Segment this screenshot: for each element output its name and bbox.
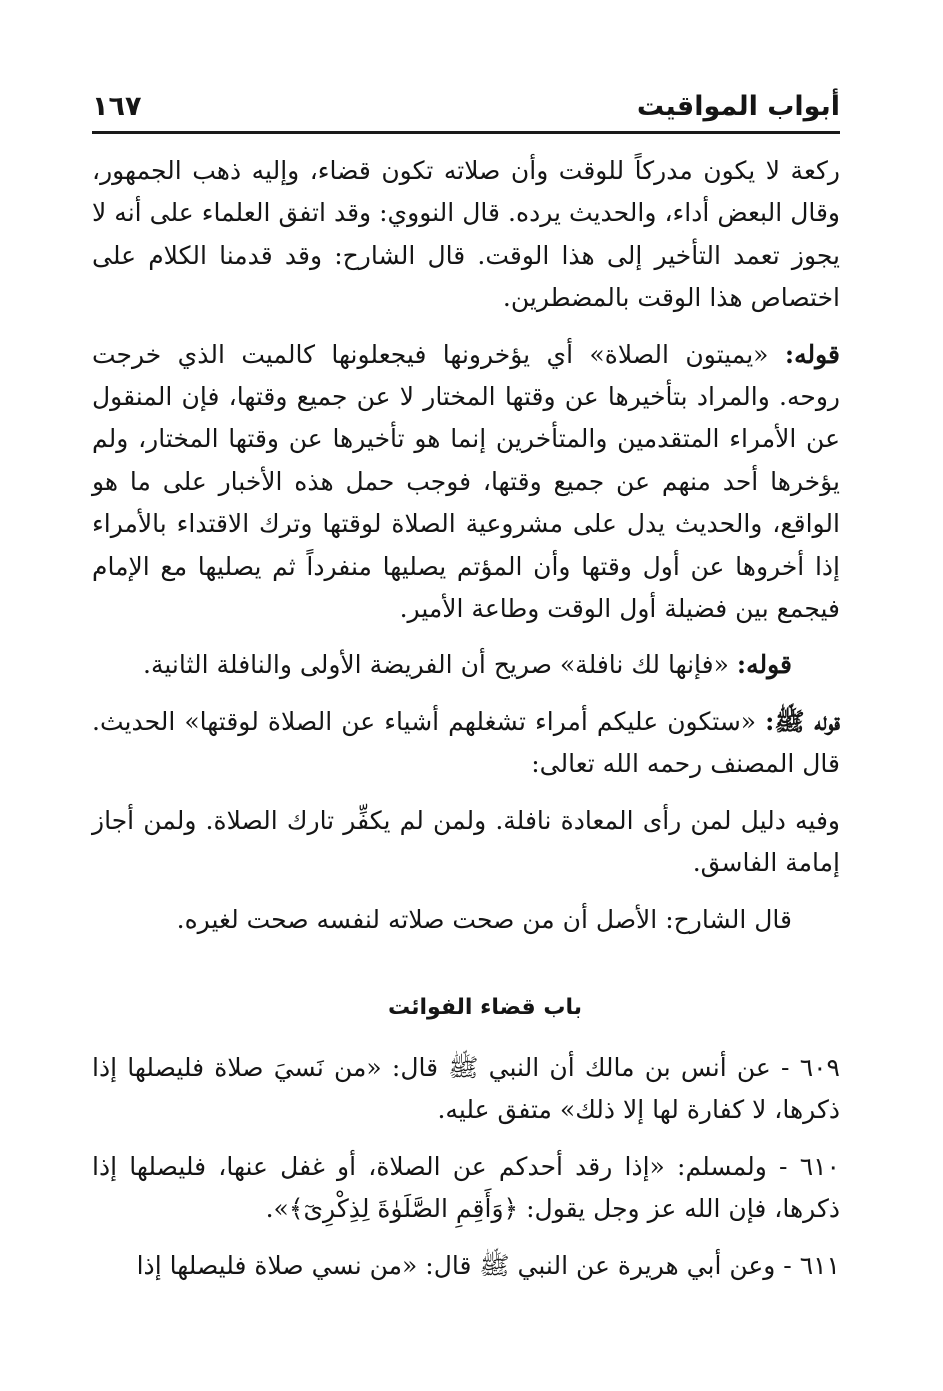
page-body [92,150,840,1287]
paragraph-text: «يميتون الصلاة» أي يؤخرونها فيجعلونها كالميت الذي خرجت روحه. والمراد بتأخيرها عن وقتها المختار لا عن جميع وقتها، فإن المنقول عن الأمراء المتقدمين والمتأخرين إنما هو تأخيرها عن وقتها المختار، ولم يؤخرها أحد منهم عن جميع وقتها، فوجب حمل هذه الأخبار على ما هو الواقع، والحديث يدل على مشروعية الصلاة لوقتها وترك الاقتداء بالأمراء إذا أخروها عن أول وقتها وأن المؤتم يصليها منفرداً ثم يصليها مع الإمام فيجمع بين فضيلة أول الوقت وطاعة الأمير. [92,339,840,624]
hadith-paragraph [92,1146,840,1231]
paragraph-text: قال الشارح: الأصل أن من صحت صلاته لنفسه صحت لغيره. [176,904,792,934]
commentary-paragraph [92,644,840,686]
commentary-paragraph [92,150,840,320]
paragraph-text: ركعة لا يكون مدركاً للوقت وأن صلاته تكون قضاء، وإليه ذهب الجمهور، وقال البعض أداء، والحديث يرده. قال النووي: وقد اتفق العلماء على أنه لا يجوز تعمد التأخير إلى هذا الوقت. قال الشارح: وقد قدمنا الكلام على اختصاص هذا الوقت بالمضطرين. [92,156,840,313]
commentary-paragraph [92,334,840,631]
section-title: باب قضاء الفوائت [387,994,582,1020]
hadith-paragraph [92,1047,840,1132]
hadith-text: ٦١١ - وعن أبي هريرة عن النبي ﷺ قال: «من نسي صلاة فليصلها إذا [136,1250,840,1280]
commentary-label: قوله: [736,650,792,680]
hadith-text: ٦٠٩ - عن أنس بن مالك أن النبي ﷺ قال: «من نَسيَ صلاة فليصلها إذا ذكرها، لا كفارة لها إلا ذلك» متفق عليه. [92,1052,840,1125]
hadith-text: ٦١٠ - ولمسلم: «إذا رقد أحدكم عن الصلاة، أو غفل عنها، فليصلها إذا ذكرها، فإن الله عز وجل يقول: ﴿وَأَقِمِ الصَّلَوٰةَ لِذِكْرِىٓ﴾». [92,1151,840,1224]
paragraph-text: «فإنها لك نافلة» صريح أن الفريضة الأولى والنافلة الثانية. [143,650,737,680]
paragraph-text: وفيه دليل لمن رأى المعادة نافلة. ولمن لم يكفِّر تارك الصلاة. ولمن أجاز إمامة الفاسق. [92,805,840,878]
commentary-paragraph [92,899,840,941]
commentary-paragraph [92,701,840,786]
book-page [92,82,840,1372]
running-head: أبواب المواقيت [636,91,840,122]
paragraph-text: «ستكون عليكم أمراء تشغلهم أشياء عن الصلاة لوقتها» الحديث. قال المصنف رحمه الله تعالى: [92,706,840,779]
page-number: ١٦٧ [92,91,142,122]
commentary-label: قوله: [784,339,840,369]
commentary-label: قوله ﷺ: [765,706,840,736]
page-header [92,82,840,134]
hadith-paragraph [92,1245,840,1287]
commentary-paragraph [92,800,840,885]
